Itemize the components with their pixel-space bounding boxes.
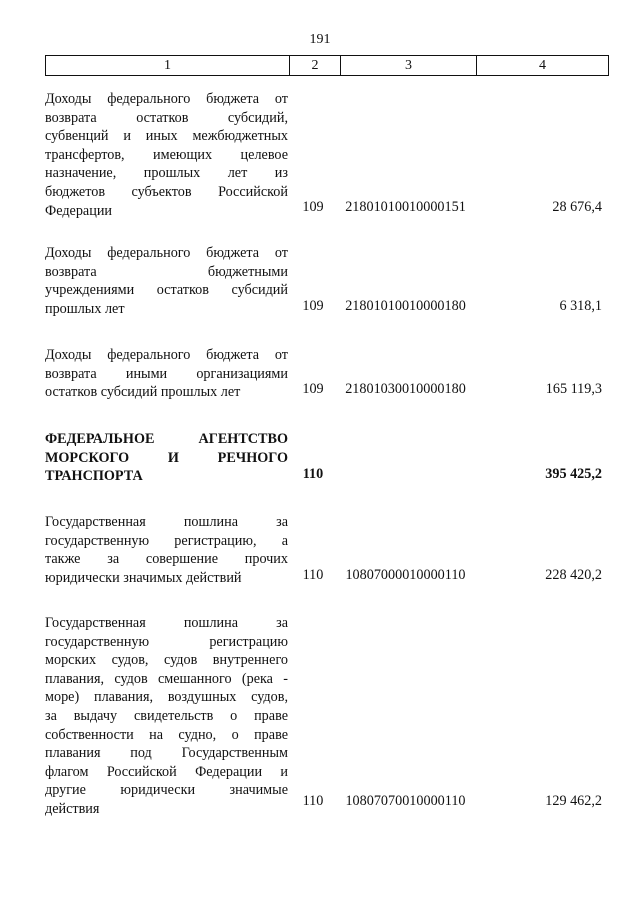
description-line: Доходы федерального бюджета от bbox=[45, 245, 288, 261]
description-line: за выдачу свидетельств о праве bbox=[45, 707, 288, 724]
row-description bbox=[45, 513, 288, 587]
description-line: действия bbox=[45, 800, 100, 817]
amount: 129 462,2 bbox=[545, 793, 602, 810]
description-line: назначение, прошлых лет из bbox=[45, 165, 288, 182]
admin-code: 110 bbox=[302, 466, 324, 483]
row-description bbox=[45, 244, 288, 318]
admin-code: 109 bbox=[302, 298, 324, 315]
row-description bbox=[45, 614, 288, 819]
description-line: ТРАНСПОРТА bbox=[45, 468, 143, 485]
description-line: юридически значимых действий bbox=[45, 569, 242, 586]
row-description bbox=[45, 90, 288, 220]
description-line: субвенций и иных межбюджетных bbox=[45, 128, 288, 145]
table-row bbox=[45, 346, 608, 399]
description-line: также за совершение прочих bbox=[45, 551, 288, 568]
description-line: возврата остатков субсидий, bbox=[45, 109, 288, 126]
description-line: государственную регистрацию, а bbox=[45, 532, 288, 549]
amount: 228 420,2 bbox=[545, 567, 602, 584]
row-description bbox=[45, 346, 288, 402]
budget-class-code: 21801010010000180 bbox=[345, 298, 466, 315]
table-row bbox=[45, 614, 608, 817]
column-header-2: 2 bbox=[290, 56, 341, 76]
admin-code: 109 bbox=[302, 199, 324, 216]
admin-code: 110 bbox=[302, 567, 324, 584]
description-line: бюджетов субъектов Российской bbox=[45, 183, 288, 200]
amount: 6 318,1 bbox=[559, 298, 602, 315]
description-line: государственную регистрацию bbox=[45, 633, 288, 650]
column-header-4: 4 bbox=[477, 56, 609, 76]
description-line: трансфертов, имеющих целевое bbox=[45, 146, 288, 163]
description-line: море) плавания, воздушных судов, bbox=[45, 689, 288, 706]
amount: 165 119,3 bbox=[545, 381, 602, 398]
column-header-row bbox=[46, 56, 609, 76]
description-line: Государственная пошлина за bbox=[45, 514, 288, 530]
description-line: остатков субсидий прошлых лет bbox=[45, 384, 241, 401]
column-header-1: 1 bbox=[46, 56, 290, 76]
budget-class-code: 10807070010000110 bbox=[345, 793, 466, 810]
description-line: Доходы федерального бюджета от bbox=[45, 91, 288, 107]
description-line: Федерации bbox=[45, 202, 113, 219]
budget-class-code: 21801030010000180 bbox=[345, 381, 466, 398]
description-line: Государственная пошлина за bbox=[45, 615, 288, 631]
description-line: возврата иными организациями bbox=[45, 365, 288, 382]
description-line: учреждениями остатков субсидий bbox=[45, 282, 288, 299]
description-line: морских судов, судов внутреннего bbox=[45, 652, 288, 669]
description-line: плавания под Государственным bbox=[45, 745, 288, 762]
description-line: другие юридически значимые bbox=[45, 782, 288, 799]
table-row bbox=[45, 244, 608, 316]
admin-code: 110 bbox=[302, 793, 324, 810]
description-line: прошлых лет bbox=[45, 300, 125, 317]
admin-code: 109 bbox=[302, 381, 324, 398]
table-row bbox=[45, 513, 608, 585]
page-number: 191 bbox=[309, 32, 331, 47]
description-line: МОРСКОГО И РЕЧНОГО bbox=[45, 449, 288, 466]
budget-class-code: 10807000010000110 bbox=[345, 567, 466, 584]
description-line: собственности на судно, о праве bbox=[45, 726, 288, 743]
column-header-table bbox=[45, 55, 609, 76]
budget-class-code: 21801010010000151 bbox=[345, 199, 466, 216]
description-line: ФЕДЕРАЛЬНОЕ АГЕНТСТВО bbox=[45, 431, 288, 447]
column-header-3: 3 bbox=[341, 56, 477, 76]
agency-heading-row bbox=[45, 430, 608, 484]
amount-total: 395 425,2 bbox=[545, 466, 602, 483]
table-row bbox=[45, 90, 608, 217]
description-line: флагом Российской Федерации и bbox=[45, 763, 288, 780]
agency-name bbox=[45, 430, 288, 486]
description-line: Доходы федерального бюджета от bbox=[45, 347, 288, 363]
description-line: возврата бюджетными bbox=[45, 263, 288, 280]
amount: 28 676,4 bbox=[552, 199, 602, 216]
description-line: плавания, судов смешанного (река - bbox=[45, 670, 288, 687]
